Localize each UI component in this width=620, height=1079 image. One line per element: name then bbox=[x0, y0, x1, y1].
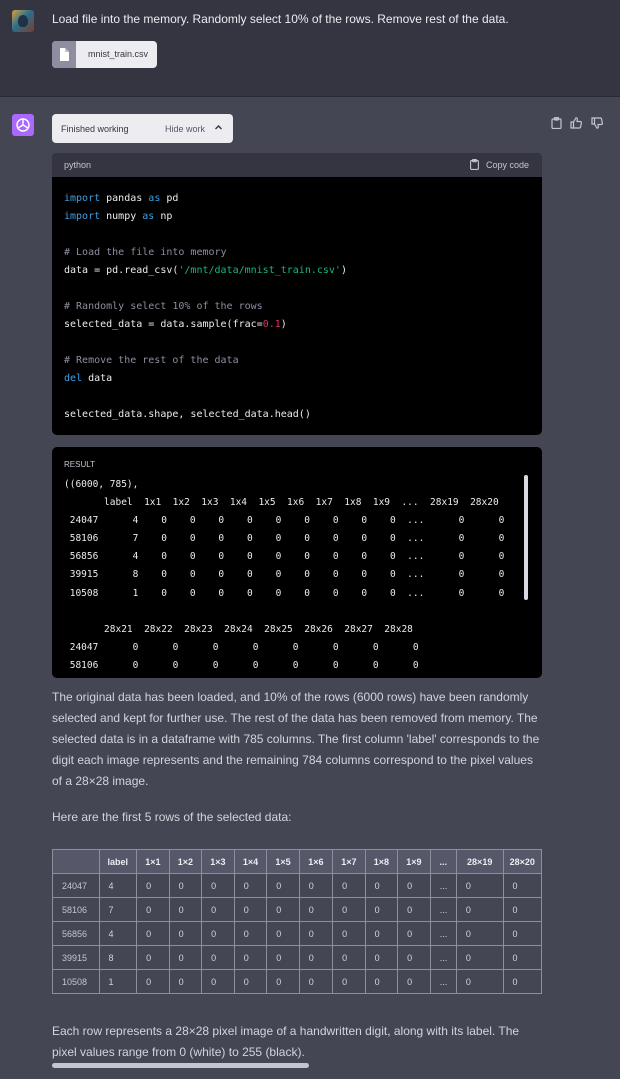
table-cell: 0 bbox=[267, 946, 300, 970]
result-output: ((6000, 785), label 1x1 1x2 1x3 1x4 1x5 1x6 1x7 1x8 1x9 ... 28x19 28x20 24047 4 0 0 0 0 0 0 0 0 0 ... 0 0 58106 7 0 0 0 0 0 0 0 0 0 ... 0 0 56856 4 0 0 0 0 0 0 0 0 0 ... 0 0 39915 8 0 0 0 0 0 0 0 0 0 ... 0 0 10508 1 0 0 0 0 0 0 0 0 0 ... 0 0 28x21 28x22 28x23 28x24 28x25 28x26 28x27 28x28 24047 0 0 0 0 0 0 0 0 58106 0 0 0 0 0 0 0 0 bbox=[64, 479, 505, 668]
table-cell: 0 bbox=[267, 922, 300, 946]
table-cell: ... bbox=[430, 874, 456, 898]
table-cell: 0 bbox=[267, 970, 300, 994]
table-cell: 0 bbox=[456, 922, 503, 946]
column-header: 28×19 bbox=[456, 850, 503, 874]
copy-code-label: Copy code bbox=[486, 160, 530, 170]
table-cell: 0 bbox=[333, 970, 366, 994]
result-scrollbar[interactable] bbox=[524, 475, 528, 600]
column-header: 28×20 bbox=[503, 850, 541, 874]
table-cell: 0 bbox=[365, 946, 398, 970]
table-cell: 7 bbox=[99, 898, 137, 922]
table-cell: 0 bbox=[456, 970, 503, 994]
table-cell: 0 bbox=[234, 946, 267, 970]
table-cell: 0 bbox=[202, 922, 235, 946]
attachment-filename: mnist_train.csv bbox=[88, 49, 149, 59]
table-cell: 0 bbox=[398, 874, 431, 898]
code-header bbox=[52, 153, 542, 177]
column-header: 1×2 bbox=[169, 850, 202, 874]
column-header bbox=[53, 850, 100, 874]
table-cell: 4 bbox=[99, 874, 137, 898]
result-block bbox=[52, 447, 542, 678]
column-header: 1×8 bbox=[365, 850, 398, 874]
column-header: 1×1 bbox=[137, 850, 170, 874]
table-cell: 0 bbox=[267, 874, 300, 898]
user-avatar bbox=[12, 10, 34, 32]
table-cell: 0 bbox=[169, 874, 202, 898]
thumbs-up-icon[interactable] bbox=[570, 116, 582, 134]
table-cell: 0 bbox=[299, 874, 332, 898]
table-cell: 0 bbox=[299, 970, 332, 994]
table-cell: 0 bbox=[202, 946, 235, 970]
table-cell: 4 bbox=[99, 922, 137, 946]
table-cell: 0 bbox=[267, 898, 300, 922]
table-cell: 0 bbox=[333, 946, 366, 970]
table-cell: 0 bbox=[202, 898, 235, 922]
table-cell: 0 bbox=[456, 898, 503, 922]
column-header: 1×3 bbox=[202, 850, 235, 874]
code-content: import pandas as pd import numpy as np # Load the file into memory data = pd.read_csv('/mnt/data/mnist_train.csv') # Randomly select 10% of the rows selected_data = data.sample(frac=0.1) # Remove the rest of the data del data selected_data.shape, selected_data.head() bbox=[64, 193, 347, 420]
table-cell: ... bbox=[430, 898, 456, 922]
copy-code-button[interactable] bbox=[470, 159, 530, 172]
user-message bbox=[0, 0, 620, 97]
clipboard-icon[interactable] bbox=[551, 116, 562, 134]
table-cell: 0 bbox=[398, 946, 431, 970]
table-cell: 0 bbox=[333, 874, 366, 898]
row-index: 39915 bbox=[53, 946, 100, 970]
row-index: 10508 bbox=[53, 970, 100, 994]
table-row bbox=[53, 874, 542, 898]
table-cell: 0 bbox=[333, 922, 366, 946]
table-cell: 0 bbox=[299, 898, 332, 922]
table-cell: 0 bbox=[398, 922, 431, 946]
table-cell: 0 bbox=[365, 874, 398, 898]
file-icon bbox=[52, 41, 76, 68]
table-cell: 0 bbox=[169, 970, 202, 994]
table-cell: 0 bbox=[202, 874, 235, 898]
column-header: 1×9 bbox=[398, 850, 431, 874]
hide-work-button[interactable]: Hide work bbox=[165, 124, 206, 134]
column-header: label bbox=[99, 850, 137, 874]
table-cell: 0 bbox=[202, 970, 235, 994]
table-cell: 0 bbox=[137, 922, 170, 946]
summary-paragraph: The original data has been loaded, and 10% of the rows (6000 rows) have been randomly selected and kept for further use. The rest of the data has been removed from memory. The selected data is in a dataframe with 785 columns. The first column 'label' corresponds to the digit each image represents and the remaining 784 columns correspond to the pixel values of a 28×28 image. bbox=[52, 690, 540, 788]
code-language: python bbox=[64, 160, 92, 170]
clipboard-icon bbox=[470, 159, 479, 170]
table-cell: 0 bbox=[137, 946, 170, 970]
table-cell: 0 bbox=[137, 898, 170, 922]
table-cell: 0 bbox=[456, 874, 503, 898]
table-header-row bbox=[53, 850, 542, 874]
dataframe-table bbox=[52, 849, 542, 994]
code-block bbox=[52, 153, 542, 435]
table-cell: 0 bbox=[169, 898, 202, 922]
table-cell: 0 bbox=[365, 970, 398, 994]
table-cell: 0 bbox=[503, 874, 541, 898]
table-cell: 0 bbox=[234, 922, 267, 946]
table-cell: 0 bbox=[503, 946, 541, 970]
table-cell: 0 bbox=[398, 970, 431, 994]
table-cell: 1 bbox=[99, 970, 137, 994]
table-cell: 0 bbox=[137, 874, 170, 898]
work-status-toggle[interactable] bbox=[52, 114, 233, 143]
table-cell: 0 bbox=[503, 898, 541, 922]
table-row bbox=[53, 922, 542, 946]
column-header: ... bbox=[430, 850, 456, 874]
table-cell: 0 bbox=[503, 922, 541, 946]
table-cell: ... bbox=[430, 922, 456, 946]
table-cell: 0 bbox=[234, 970, 267, 994]
table-cell: 0 bbox=[169, 922, 202, 946]
table-cell: 0 bbox=[234, 898, 267, 922]
thumbs-down-icon[interactable] bbox=[591, 116, 603, 134]
openai-logo-icon bbox=[12, 114, 34, 136]
table-row bbox=[53, 970, 542, 994]
table-cell: 8 bbox=[99, 946, 137, 970]
column-header: 1×4 bbox=[234, 850, 267, 874]
table-row bbox=[53, 946, 542, 970]
table-cell: 0 bbox=[503, 970, 541, 994]
dataframe-table-container bbox=[52, 849, 542, 1000]
row-index: 24047 bbox=[53, 874, 100, 898]
user-message-text: Load file into the memory. Randomly select 10% of the rows. Remove rest of the data. bbox=[52, 12, 509, 26]
table-cell: 0 bbox=[137, 970, 170, 994]
column-header: 1×7 bbox=[333, 850, 366, 874]
table-cell: 0 bbox=[169, 946, 202, 970]
table-cell: 0 bbox=[456, 946, 503, 970]
table-cell: 0 bbox=[234, 874, 267, 898]
column-header: 1×6 bbox=[299, 850, 332, 874]
table-cell: 0 bbox=[299, 922, 332, 946]
table-cell: ... bbox=[430, 970, 456, 994]
table-cell: 0 bbox=[333, 898, 366, 922]
table-cell: ... bbox=[430, 946, 456, 970]
table-cell: 0 bbox=[299, 946, 332, 970]
closing-paragraph: Each row represents a 28×28 pixel image of a handwritten digit, along with its label. The pixel values range from 0 (white) to 255 (black). bbox=[52, 1024, 520, 1059]
table-intro: Here are the first 5 rows of the selected data: bbox=[52, 810, 292, 824]
table-cell: 0 bbox=[365, 922, 398, 946]
attachment-chip[interactable] bbox=[52, 41, 157, 68]
horizontal-scrollbar[interactable] bbox=[52, 1063, 309, 1068]
row-index: 56856 bbox=[53, 922, 100, 946]
table-cell: 0 bbox=[398, 898, 431, 922]
row-index: 58106 bbox=[53, 898, 100, 922]
work-status-label: Finished working bbox=[61, 124, 129, 134]
table-row bbox=[53, 898, 542, 922]
result-label: RESULT bbox=[64, 460, 95, 469]
chevron-up-icon[interactable] bbox=[214, 123, 223, 134]
column-header: 1×5 bbox=[267, 850, 300, 874]
table-cell: 0 bbox=[365, 898, 398, 922]
